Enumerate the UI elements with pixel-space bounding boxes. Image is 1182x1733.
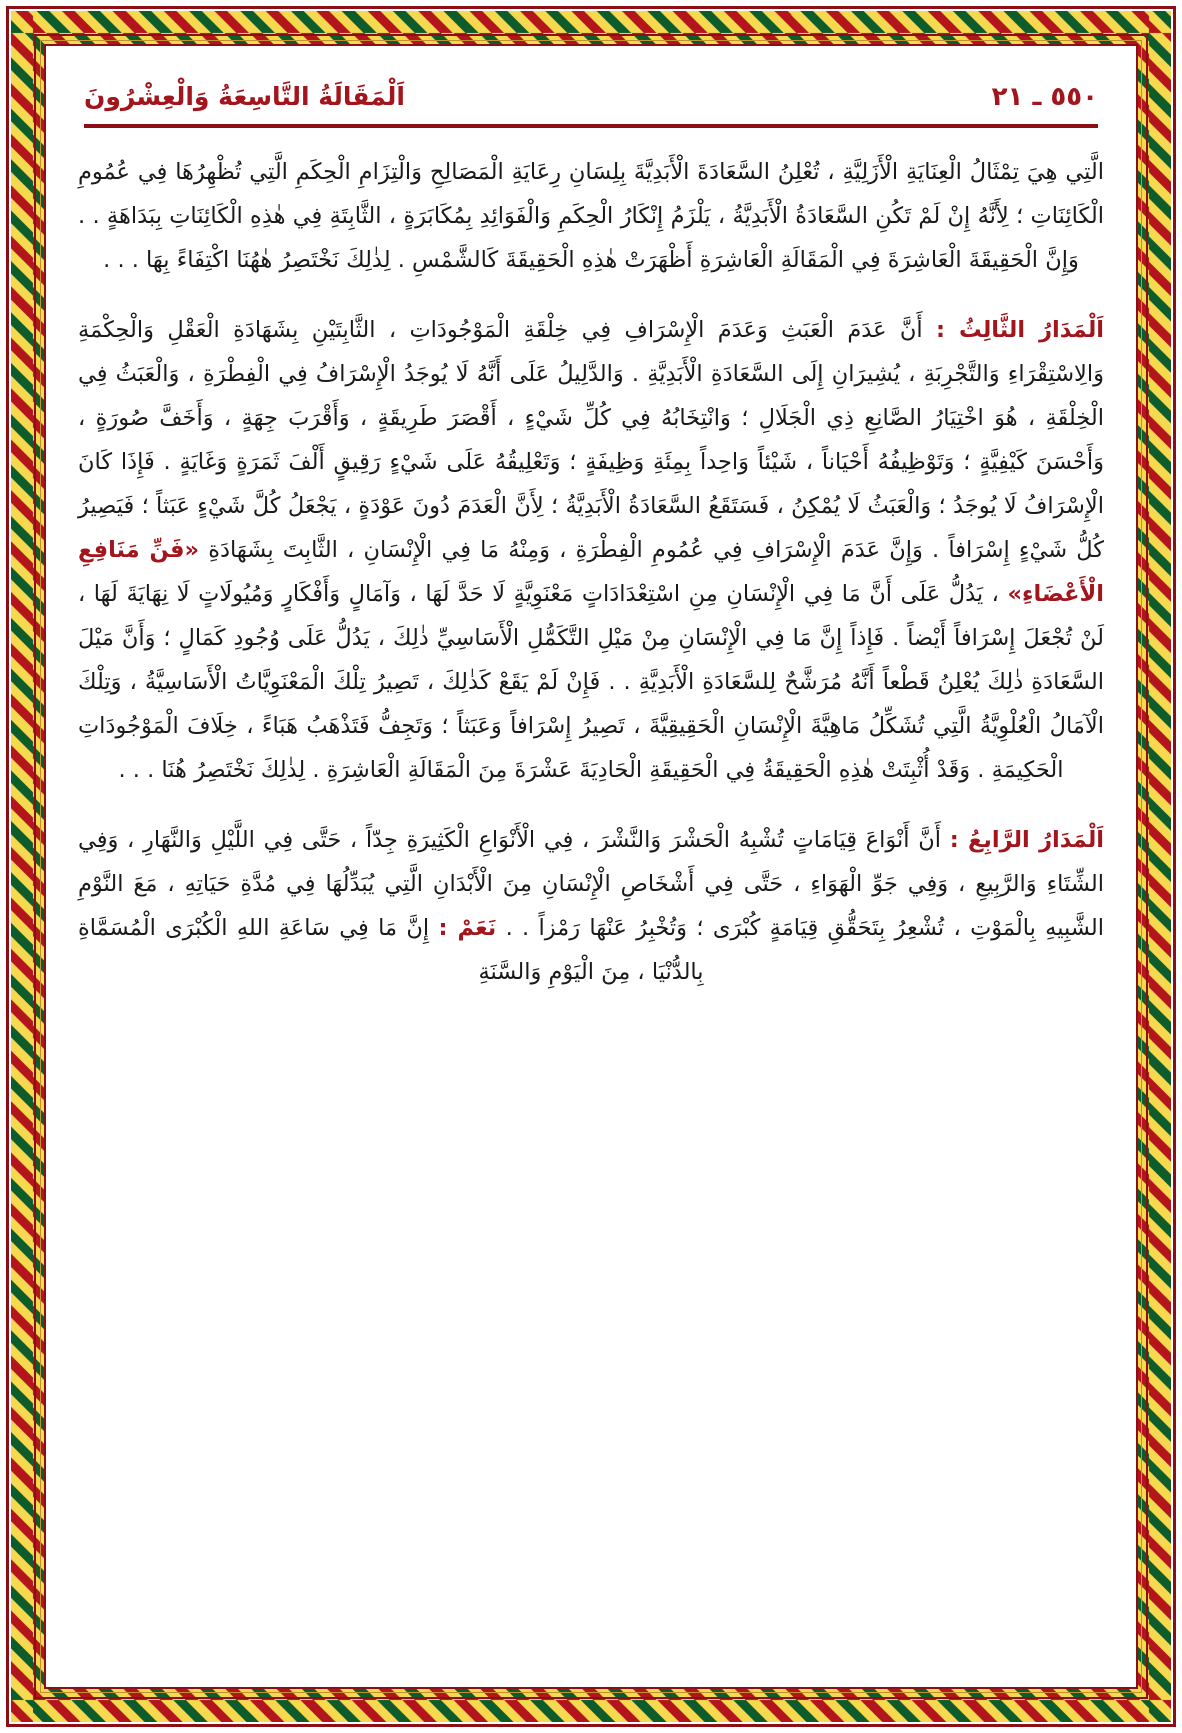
header-divider: [84, 124, 1098, 128]
page-header: [70, 76, 1112, 114]
paragraph-2-text-before: أَنَّ عَدَمَ الْعَبَثِ وَعَدَمَ الْإِسْرَافِ فِي خِلْقَةِ الْمَوْجُودَاتِ ، الثَّابِتَيْنِ بِشَهَادَةِ الْعَقْلِ وَالْحِكْمَةِ وَالِاسْتِقْرَاءِ وَالتَّجْرِبَةِ ، يُشِيرَانِ إِلَى السَّعَادَةِ الْأَبَدِيَّةِ . وَالدَّلِيلُ عَلَى أَنَّهُ لَا يُوجَدُ الْإِسْرَافُ فِي الْفِطْرَةِ ، وَالْعَبَثُ فِي الْخِلْقَةِ ، هُوَ اخْتِيَارُ الصَّانِعِ ذِي الْجَلَالِ ؛ وَانْتِخَابُهُ فِي كُلِّ شَيْءٍ ، أَقْصَرَ طَرِيقَةٍ ، وَأَقْرَبَ جِهَةٍ ، وَأَخَفَّ صُورَةٍ ، وَأَحْسَنَ كَيْفِيَّةٍ ؛ وَتَوْظِيفُهُ أَحْيَاناً ، شَيْئاً وَاحِداً بِمِئَةِ وَظِيفَةٍ ؛ وَتَعْلِيقُهُ عَلَى شَيْءٍ رَقِيقٍ أَلْفَ ثَمَرَةٍ وَغَايَةٍ . فَإِذَا كَانَ الْإِسْرَافُ لَا يُوجَدُ ؛ وَالْعَبَثُ لَا يُمْكِنُ ، فَسَتَقَعُ السَّعَادَةُ الْأَبَدِيَّةُ ؛ لِأَنَّ الْعَدَمَ دُونَ عَوْدَةٍ ، يَجْعَلُ كُلَّ شَيْءٍ عَبَثاً ؛ فَيَصِيرُ كُلُّ شَيْءٍ إِسْرَافاً . وَإِنَّ عَدَمَ الْإِسْرَافِ فِي عُمُومِ الْفِطْرَةِ ، وَمِنْهُ مَا فِي الْإِنْسَانِ ، الثَّابِتَ بِشَهَادَةِ: [78, 317, 1104, 563]
paragraph-3-lead: اَلْمَدَارُ الرَّابِعُ :: [949, 827, 1105, 853]
paragraph-2-lead: اَلْمَدَارُ الثَّالِثُ :: [935, 317, 1105, 343]
paragraph-3-text-before: أَنَّ أَنْوَاعَ قِيَامَاتٍ تُشْبِهُ الْحَشْرَ وَالنَّشْرَ ، فِي الْأَنْوَاعِ الْكَثِيرَةِ جِدّاً ، حَتَّى فِي اللَّيْلِ وَالنَّهَارِ ، وَفِي الشِّتَاءِ وَالرَّبِيعِ ، وَفِي جَوِّ الْهَوَاءِ ، حَتَّى فِي أَشْخَاصِ الْإِنْسَانِ مِنَ الْأَبْدَانِ الَّتِي يُبَدِّلُهَا فِي مُدَّةِ حَيَاتِهِ ، مَعَ النَّوْمِ الشَّبِيهِ بِالْمَوْتِ ، تُشْعِرُ بِتَحَقُّقِ قِيَامَةٍ كُبْرَى ؛ وَتُخْبِرُ عَنْهَا رَمْزاً . .: [78, 827, 1104, 941]
chapter-title: اَلْمَقَالَةُ التَّاسِعَةُ وَالْعِشْرُونَ: [84, 82, 405, 111]
paragraph-2-highlight: «فَنِّ مَنَافِعِ الْأَعْضَاءِ»: [78, 537, 1104, 607]
body-text: [70, 150, 1112, 994]
paragraph-1: [78, 150, 1104, 282]
paragraph-3: [78, 818, 1104, 994]
paragraph-3-highlight: نَعَمْ :: [438, 915, 497, 941]
paragraph-1-text: الَّتِي هِيَ تِمْثَالُ الْعِنَايَةِ الْأَزَلِيَّةِ ، تُعْلِنُ السَّعَادَةَ الْأَبَدِيَّةَ بِلِسَانِ رِعَايَةِ الْمَصَالِحِ وَالْتِزَامِ الْحِكَمِ الَّتِي تُظْهِرُهَا فِي عُمُومِ الْكَائِنَاتِ ؛ لِأَنَّهُ إِنْ لَمْ تَكُنِ السَّعَادَةُ الْأَبَدِيَّةُ ، يَلْزَمُ إِنْكَارُ الْحِكَمِ وَالْفَوَائِدِ بِمُكَابَرَةٍ ، الثَّابِتَةِ فِي هٰذِهِ الْكَائِنَاتِ بِبَدَاهَةٍ . . وَإِنَّ الْحَقِيقَةَ الْعَاشِرَةَ فِي الْمَقَالَةِ الْعَاشِرَةِ أَظْهَرَتْ هٰذِهِ الْحَقِيقَةَ كَالشَّمْسِ . لِذٰلِكَ نَخْتَصِرُ هٰهُنَا اكْتِفَاءً بِهَا . . .: [78, 159, 1104, 273]
page-number: ٥٥٠ ـ ٢١: [991, 82, 1098, 112]
paragraph-2-text-after: ، يَدُلُّ عَلَى أَنَّ مَا فِي الْإِنْسَانِ مِنِ اسْتِعْدَادَاتٍ مَعْنَوِيَّةٍ لَا حَدَّ لَهَا ، وَآمَالٍ وَأَفْكَارٍ وَمُيُولَاتٍ لَا نِهَايَةَ لَهَا ، لَنْ تُجْعَلَ إِسْرَافاً أَيْضاً . فَإِذاً إِنَّ مَا فِي الْإِنْسَانِ مِنْ مَيْلِ التَّكَمُّلِ الْأَسَاسِيِّ ذٰلِكَ ، يَدُلُّ عَلَى وُجُودِ كَمَالٍ ؛ وَأَنَّ مَيْلَ السَّعَادَةِ ذٰلِكَ يُعْلِنُ قَطْعاً أَنَّهُ مُرَشَّحٌ لِلسَّعَادَةِ الْأَبَدِيَّةِ . . فَإِنْ لَمْ يَقَعْ كَذٰلِكَ ، تَصِيرُ تِلْكَ الْمَعْنَوِيَّاتُ الْأَسَاسِيَّةُ ، وَتِلْكَ الْآمَالُ الْعُلْوِيَّةُ الَّتِي تُشَكِّلُ مَاهِيَّةَ الْإِنْسَانِ الْحَقِيقِيَّةَ ، تَصِيرُ إِسْرَافاً وَعَبَثاً ؛ وَتَجِفُّ فَتَذْهَبُ هَبَاءً ، خِلَافَ الْمَوْجُودَاتِ الْحَكِيمَةِ . وَقَدْ أُثْبِتَتْ هٰذِهِ الْحَقِيقَةُ فِي الْحَقِيقَةِ الْحَادِيَةَ عَشْرَةَ مِنَ الْمَقَالَةِ الْعَاشِرَةِ . لِذٰلِكَ نَخْتَصِرُ هُنَا . . .: [78, 581, 1104, 783]
paragraph-3-text-after: إِنَّ مَا فِي سَاعَةِ اللهِ الْكُبْرَى الْمُسَمَّاةِ بِالدُّنْيَا ، مِنَ الْيَوْمِ وَالسَّنَةِ: [78, 915, 704, 985]
page-content: [52, 48, 1130, 1685]
paragraph-2: [78, 308, 1104, 792]
